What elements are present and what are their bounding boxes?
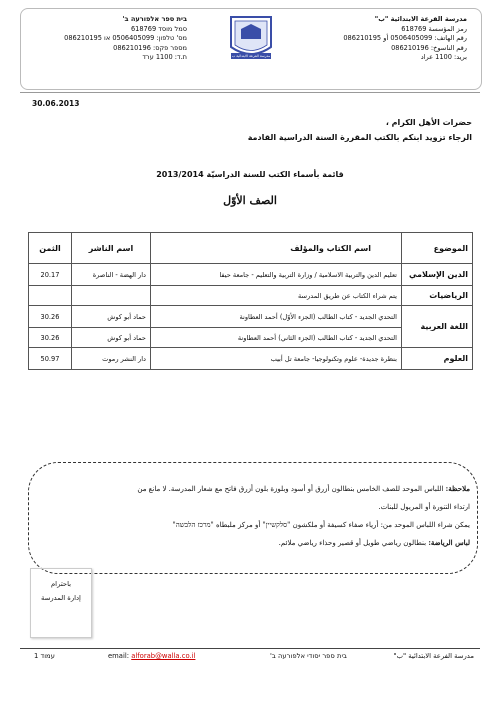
letterhead-hebrew: [37, 15, 187, 63]
subject-cell: الدين الإسلامي: [402, 264, 473, 286]
subject-cell: الرياضيات: [402, 286, 473, 306]
request-text: الرجاء تزويد ابنكم بالكتب المقررة السنة الدراسية القادمة: [247, 133, 472, 142]
header-right-line: مدرسة الفرعة الابتدائية "ب": [374, 15, 467, 23]
publisher-cell: [72, 286, 151, 306]
col-subject: الموضوع: [402, 233, 473, 264]
footer-arabic: مدرسة الفرعة الابتدائية "ب": [393, 652, 474, 660]
list-title: قائمة بأسماء الكتب للسنة الدراسيّة 2013/2014: [156, 170, 344, 179]
note-line-3: يمكن شراء اللباس الموحد من: أرياء صفاء كسيفة أو ملكشون "סלקשיין" أو مركز ملبطاه "מרכז הלבשה": [172, 521, 470, 529]
publisher-cell: دار النشر رموت: [72, 348, 151, 370]
table-row: [29, 286, 473, 306]
sport-text: بنطالون رياضي طويل أو قصير وحذاء رياضي ملائم.: [278, 539, 427, 547]
header-right-line: رقم الناسوخ: 086210196: [391, 43, 467, 52]
header-right-line: رقم الهاتف: 0506405099 أو 086210195: [343, 34, 467, 42]
price-cell: 30.26: [29, 328, 72, 348]
book-cell: تعليم الدين والتربية الاسلامية / وزارة التربية والتعليم - جامعة حيفا: [151, 264, 402, 286]
note-text: [50, 480, 470, 552]
book-cell: بنظرة جديدة- علوم وتكنولوجيا- جامعة تل أبيب: [151, 348, 402, 370]
book-cell: يتم شراء الكتاب عن طريق المدرسة: [151, 286, 402, 306]
book-cell: التحدي الجديد - كتاب الطالب (الجزء الأوّل) أحمد العطاونة: [151, 306, 402, 328]
publisher-cell: حماد أبو كوش: [72, 306, 151, 328]
sport-label: لباس الرياضة:: [428, 538, 470, 547]
table-header-row: [29, 233, 473, 264]
header-left-line: מס' טלפון: 0506405099 או 086210195: [64, 34, 187, 42]
email-label: email:: [108, 652, 130, 660]
note-line-1: [50, 480, 470, 498]
header-left-line: מספר פקס: 086210196: [113, 43, 187, 52]
letterhead: [20, 8, 482, 90]
col-price: الثمن: [29, 233, 72, 264]
header-left-line: סמל מוסד 618769: [130, 24, 187, 33]
letter-date: 30.06.2013: [32, 99, 80, 108]
publisher-cell: دار الهضة - الناصرة: [72, 264, 151, 286]
price-cell: 30.26: [29, 306, 72, 328]
table-row: [29, 348, 473, 370]
price-cell: 20.17: [29, 264, 72, 286]
greeting: حضرات الأهل الكرام ،: [385, 118, 472, 127]
note-line-2: ارتداء التنورة أو المريول للبنات.: [378, 503, 470, 511]
signature-box: [30, 568, 92, 638]
grade-title: الصف الأوّل: [223, 194, 277, 207]
col-publisher: اسم الناشر: [72, 233, 151, 264]
email-link[interactable]: alforab@walla.co.il: [131, 652, 196, 660]
header-right-line: بريد: 1100 عراد: [420, 53, 467, 61]
col-book: اسم الكتاب والمؤلف: [151, 233, 402, 264]
footer-divider: [20, 648, 480, 649]
table-row: [29, 264, 473, 286]
footer-email: [108, 652, 195, 660]
publisher-cell: حماد أبو كوش: [72, 328, 151, 348]
table-row: [29, 306, 473, 328]
note-uniform: اللباس الموحد للصف الخامس بنطالون أزرق أو أسود وبلوزة بلون أزرق فاتح مع شعار المدرسة. لا مانع من: [137, 485, 444, 493]
subject-cell: اللغة العربية: [402, 306, 473, 348]
subject-cell: العلوم: [402, 348, 473, 370]
price-cell: 50.97: [29, 348, 72, 370]
signature-line-1: باحترام: [50, 580, 72, 588]
price-cell: [29, 286, 72, 306]
header-right-line: رمز المؤسسة 618769: [401, 24, 467, 33]
logo-caption: مدرسة الفرعة الابتدائية ب: [231, 54, 271, 58]
book-table: [28, 232, 473, 370]
header-left-line: בית ספר אלפורעה ב': [122, 15, 187, 23]
header-divider: [20, 92, 480, 93]
note-line-4: [50, 534, 470, 552]
letterhead-arabic: [297, 15, 467, 63]
signature-line-2: إدارة المدرسة: [41, 594, 81, 602]
book-cell: التحدي الجديد - كتاب الطالب (الجزء الثاني) أحمد العطاونة: [151, 328, 402, 348]
header-left-line: ת.ד: 1100 ערד: [142, 53, 187, 61]
footer-page: עמוד 1: [34, 652, 55, 660]
note-label: ملاحظة:: [445, 484, 470, 493]
footer-hebrew: בית ספר יסודי אלפורעה ב': [270, 652, 347, 660]
